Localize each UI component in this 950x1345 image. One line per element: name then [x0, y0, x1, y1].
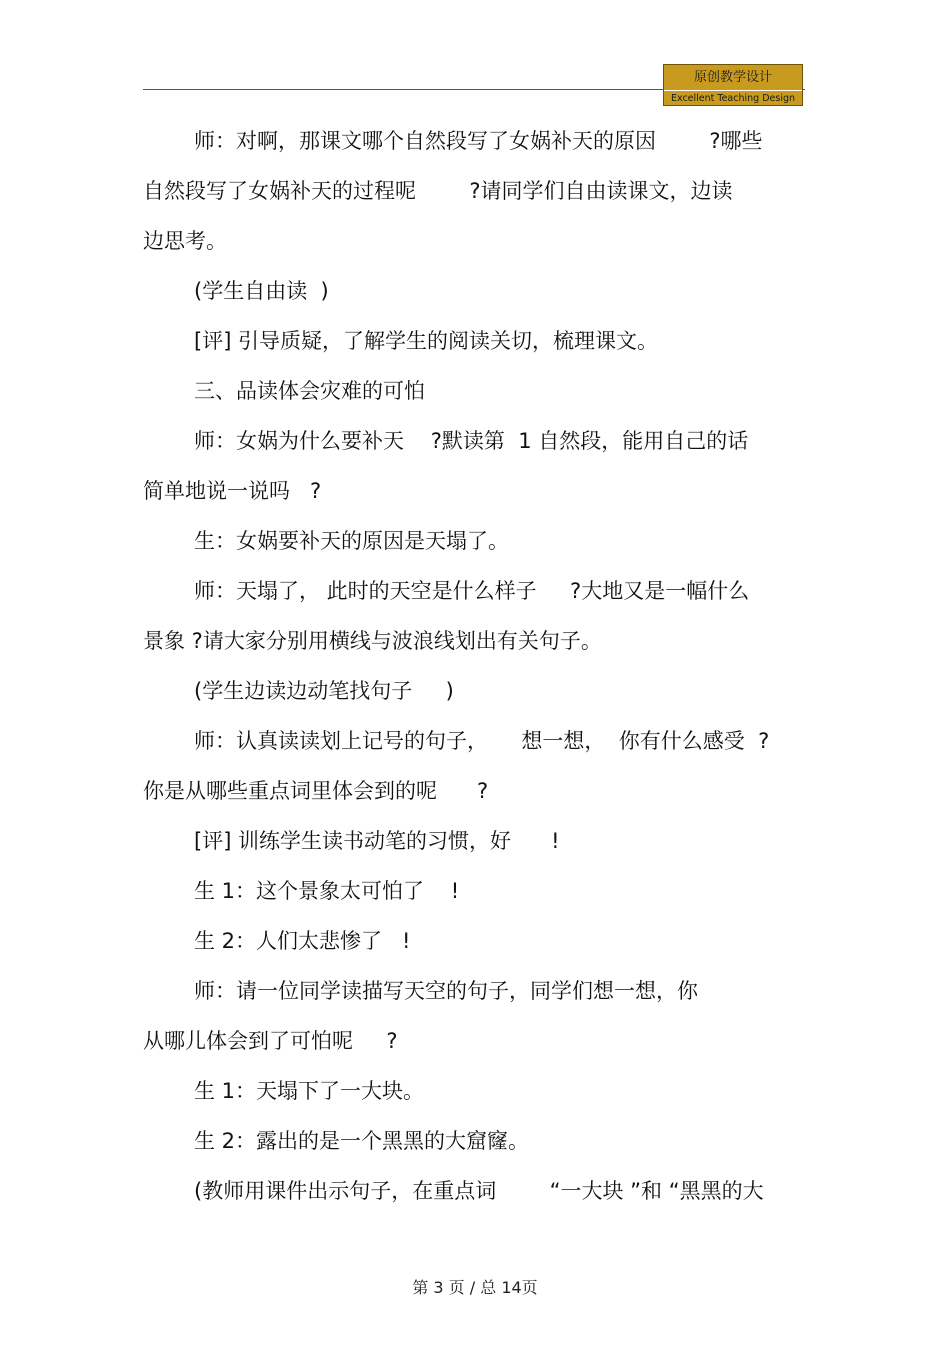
text-line: 生 1：这个景象太可怕了 !	[194, 879, 460, 903]
text-line: (学生自由读 )	[194, 279, 329, 303]
text-line: 自然段写了女娲补天的过程呢 ?请同学们自由读课文，边读	[143, 179, 733, 203]
header-badge	[663, 64, 803, 106]
badge-title-en: Excellent Teaching Design	[670, 93, 796, 104]
text-line: 边思考。	[143, 229, 227, 253]
text-line: 简单地说一说吗 ?	[143, 479, 322, 503]
text-line: 生 2：露出的是一个黑黑的大窟窿。	[194, 1129, 530, 1153]
text-line: 景象 ?请大家分别用横线与波浪线划出有关句子。	[143, 629, 602, 653]
text-line: 师：认真读读划上记号的句子， 想一想， 你有什么感受 ?	[194, 729, 770, 753]
text-line: (教师用课件出示句子，在重点词 “一大块 ”和 “黑黑的大	[194, 1179, 764, 1203]
text-line: 生：女娲要补天的原因是天塌了。	[194, 529, 509, 553]
text-line: [评] 引导质疑，了解学生的阅读关切，梳理课文。	[194, 329, 659, 353]
text-line: 师：对啊，那课文哪个自然段写了女娲补天的原因 ?哪些	[194, 129, 763, 153]
text-line: 师：请一位同学读描写天空的句子，同学们想一想，你	[194, 979, 698, 1003]
text-line: 生 1：天塌下了一大块。	[194, 1079, 425, 1103]
text-line: 从哪儿体会到了可怕呢 ?	[143, 1029, 398, 1053]
document-body	[143, 116, 808, 1216]
text-line: 你是从哪些重点词里体会到的呢 ?	[143, 779, 489, 803]
text-line: 三、品读体会灾难的可怕	[194, 379, 425, 403]
text-line: [评] 训练学生读书动笔的习惯，好 !	[194, 829, 560, 853]
page-footer: 第 3 页 / 总 14页	[412, 1278, 538, 1297]
badge-title-cn: 原创教学设计	[693, 70, 772, 85]
text-line: 生 2：人们太悲惨了 !	[194, 929, 411, 953]
text-line: 师：天塌了， 此时的天空是什么样子 ?大地又是一幅什么	[194, 579, 750, 603]
text-line: (学生边读边动笔找句子 )	[194, 679, 454, 703]
text-line: 师：女娲为什么要补天 ?默读第 1 自然段，能用自己的话	[194, 429, 749, 453]
